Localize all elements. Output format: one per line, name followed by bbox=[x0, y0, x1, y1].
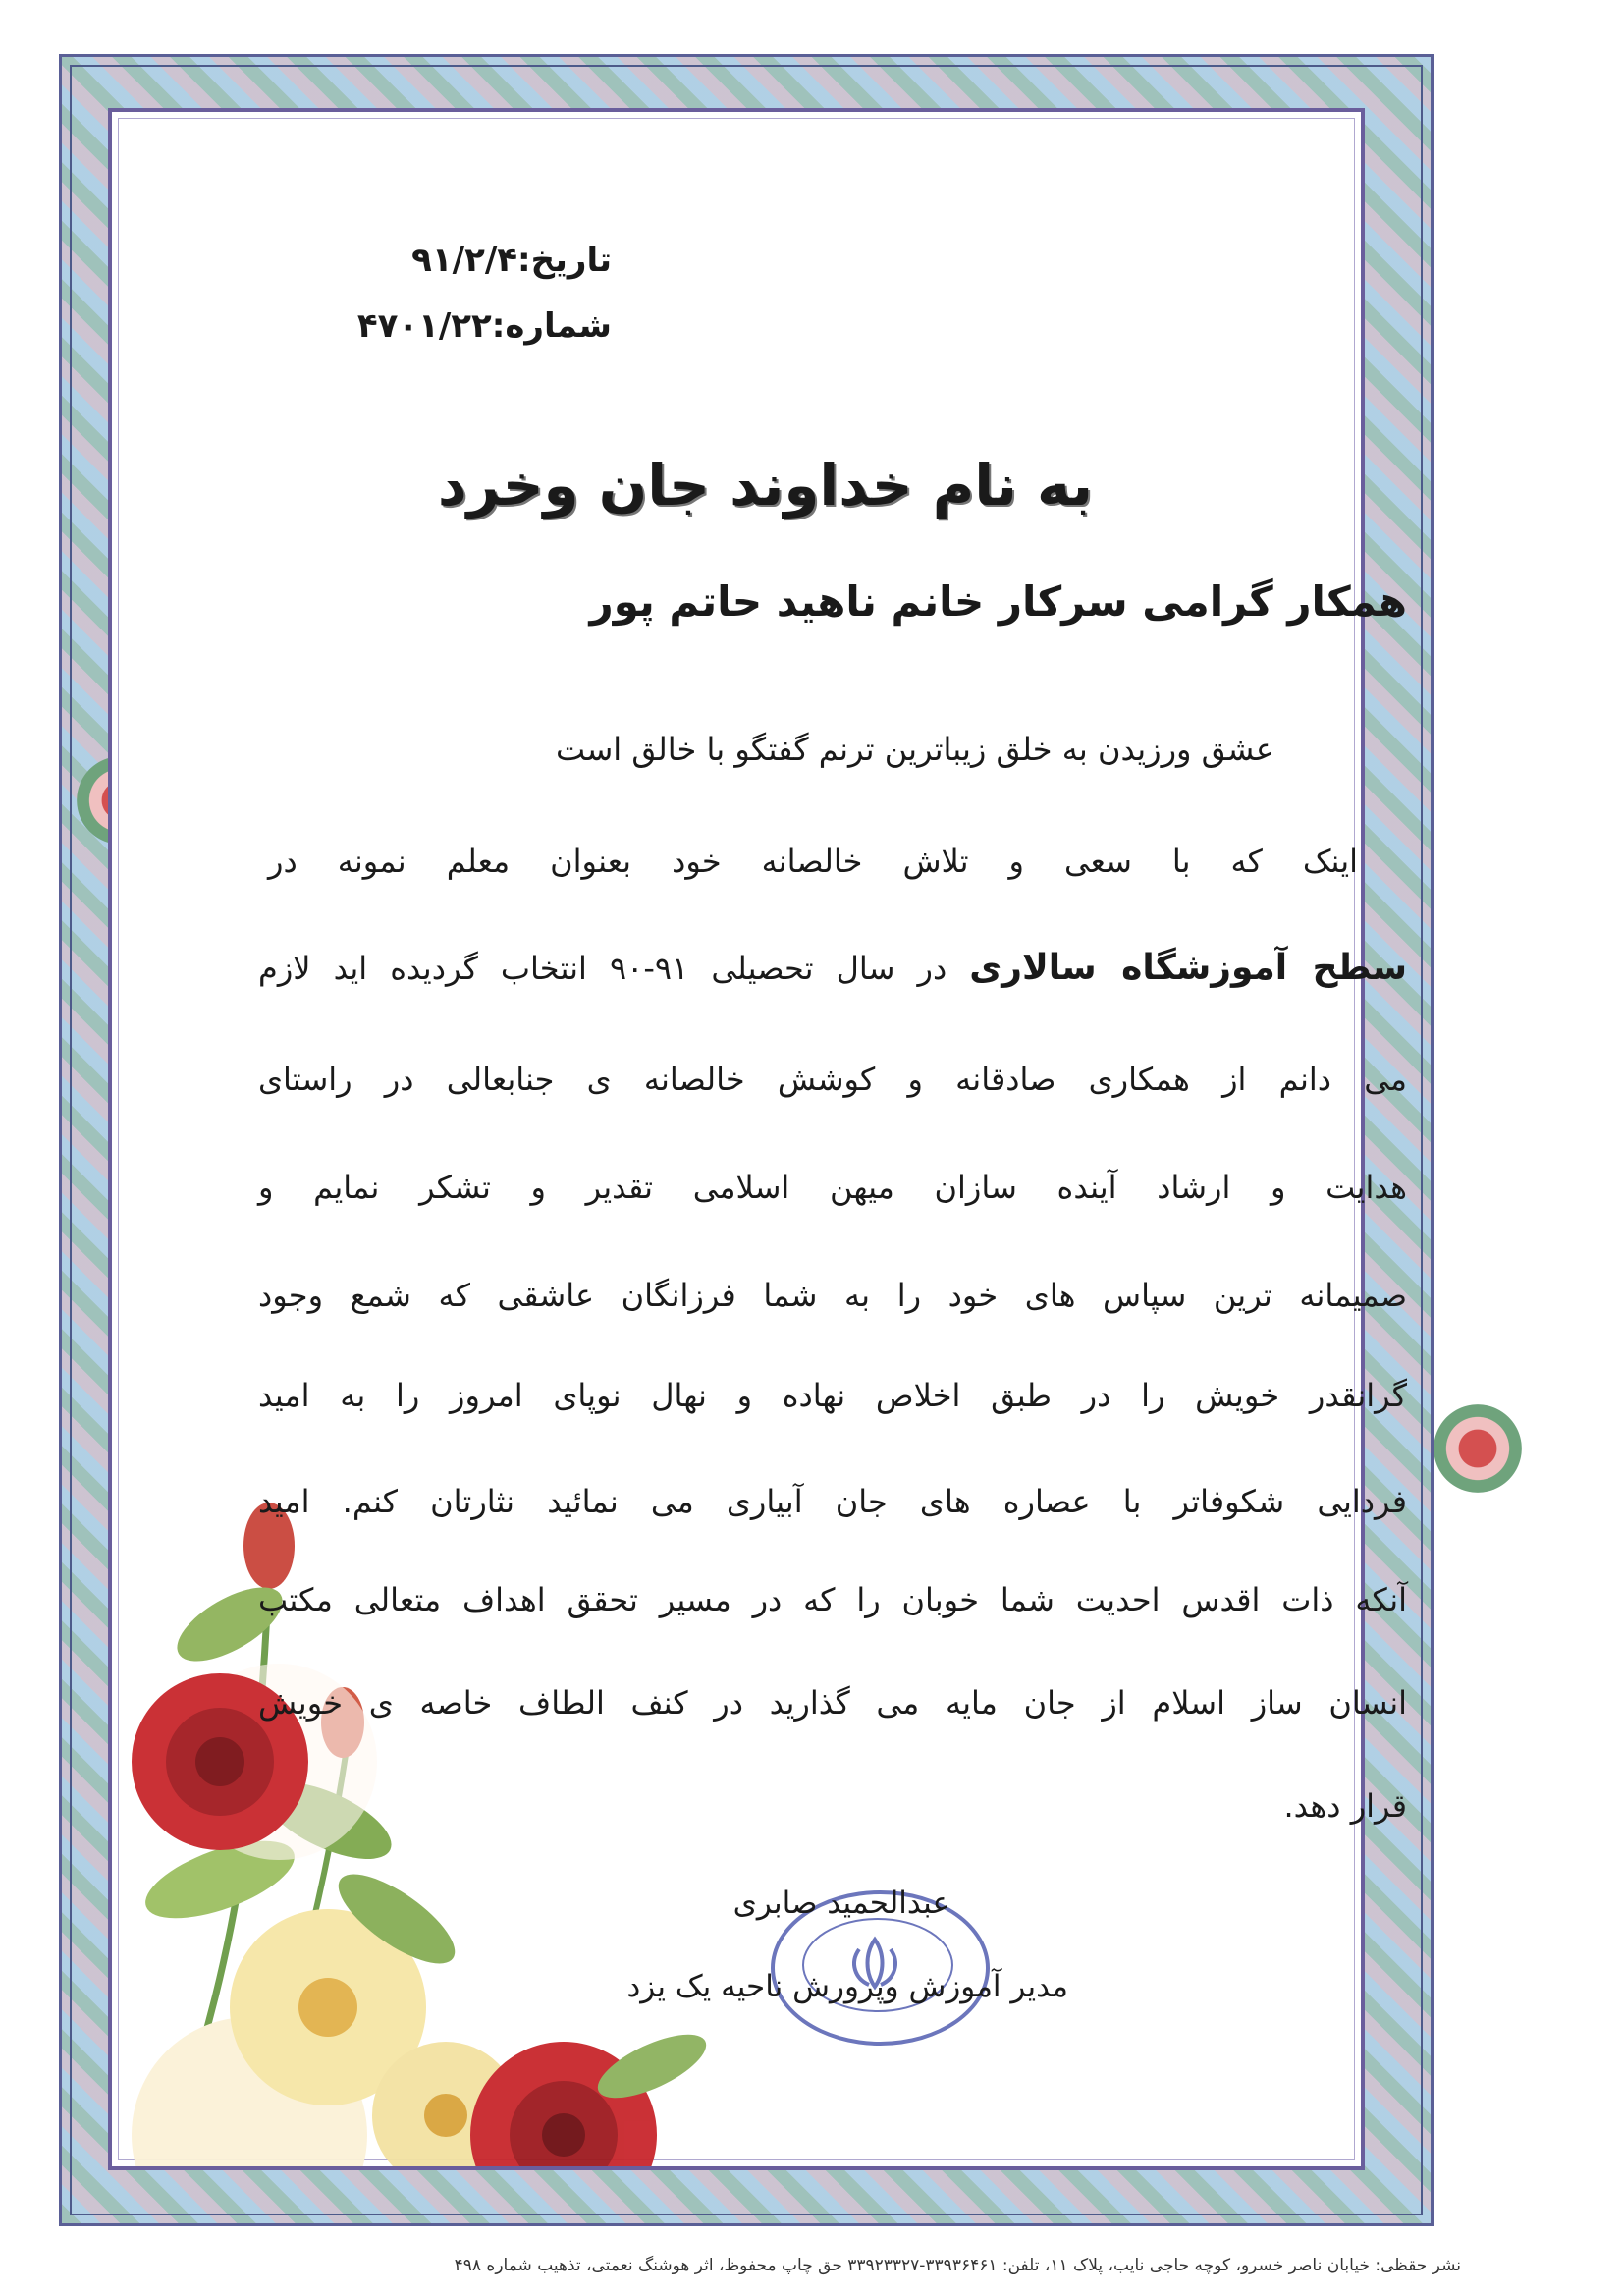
recipient-name: همکار گرامی سرکار خانم ناهید حاتم پور bbox=[589, 577, 1407, 626]
body-line-5: صمیمانه ترین سپاس های خود را به شما فرزانگان عاشقی که شمع وجود bbox=[258, 1277, 1407, 1314]
signatory-position: مدیر آموزش وپرورش ناحیه یک یزد bbox=[626, 1969, 1068, 2004]
date-label: تاریخ:۹۱/۲/۴ bbox=[411, 241, 612, 280]
signatory-name: عبدالحمید صابری bbox=[732, 1886, 950, 1921]
right-medallion-ornament bbox=[1434, 1404, 1522, 1493]
body-line-2-rest: در سال تحصیلی ۹۱-۹۰ انتخاب گردیده اید لازم bbox=[258, 950, 947, 987]
certificate-panel bbox=[108, 108, 1365, 2170]
reference-number: شماره:۴۷۰۱/۲۲ bbox=[356, 306, 612, 346]
body-line-6: گرانقدر خویش را در طبق اخلاص نهاده و نهال نوپای امروز را به امید bbox=[258, 1377, 1407, 1414]
page-title: به نام خداوند جان وخرد bbox=[437, 452, 1093, 519]
opening-line: عشق ورزیدن به خلق زیباترین ترنم گفتگو با خالق است bbox=[556, 731, 1274, 768]
body-line-1: اینک که با سعی و تلاش خالصانه خود بعنوان معلم نمونه در bbox=[268, 843, 1358, 880]
body-line-7: فردایی شکوفاتر با عصاره های جان آبیاری می نمائید نثارتان کنم. امید bbox=[258, 1483, 1407, 1520]
body-line-4: هدایت و ارشاد آینده سازان میهن اسلامی تقدیر و تشکر نمایم و bbox=[258, 1169, 1407, 1206]
body-line-9: انسان ساز اسلام از جان مایه می گذارید در کنف الطاف خاصه ی خویش bbox=[258, 1684, 1407, 1722]
printer-footer: نشر حقظی: خیابان ناصر خسرو، کوچه حاجی نایب، پلاک ۱۱، تلفن: ۳۳۹۳۶۴۶۱-۳۳۹۲۳۳۲۷ حق چاپ محفوظ، اثر هوشنگ نعمتی، تذهیب شماره ۴۹۸ bbox=[454, 2256, 1461, 2275]
body-line-3: می دانم از همکاری صادقانه و کوشش خالصانه ی جنابعالی در راستای bbox=[258, 1061, 1407, 1098]
body-line-8: آنکه ذات اقدس احدیت شما خوبان را که در مسیر تحقق اهداف متعالی مکتب bbox=[258, 1581, 1407, 1618]
school-name: سطح آموزشگاه سالاری bbox=[969, 948, 1407, 988]
body-line-10: قرار دهد. bbox=[1283, 1787, 1407, 1825]
body-line-2 bbox=[258, 948, 1407, 988]
